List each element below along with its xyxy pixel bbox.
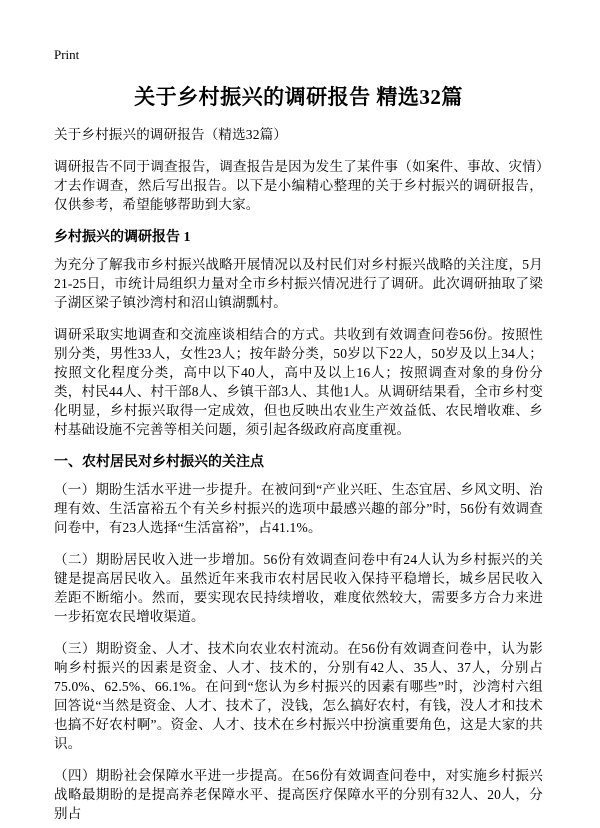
print-link[interactable]: Print xyxy=(54,47,80,62)
point-3-paragraph: （三）期盼资金、人才、技术向农业农村流动。在56份有效调查问卷中，认为影响乡村振兴的因素是资金、人才、技术的，分别有42人、35人、37人，分别占75.0%、62.5%、66.1%。在问到“您认为乡村振兴的因素有哪些”时，沙湾村六组回答说“当然是资金、人才、技术了，没钱，怎么搞好农村，有钱，没人才和技术也搞不好农村啊”。资金、人才、技术在乡村振兴中扮演重要角色，这是大家的共识。 xyxy=(54,641,543,751)
survey-overview-paragraph: 为充分了解我市乡村振兴战略开展情况以及村民们对乡村振兴战略的关注度，5月21-25日，市统计局组织力量对全市乡村振兴情况进行了调研。此次调研抽取了梁子湖区梁子镇沙湾村和沼山镇湖瓢村。 xyxy=(54,257,543,310)
survey-method-paragraph: 调研采取实地调查和交流座谈相结合的方式。共收到有效调查问卷56份。按照性别分类，男性33人，女性23人；按年龄分类，50岁以下22人，50岁及以上34人；按照文化程度分类，高中以下40人，高中及以上16人；按照调查对象的身份分类，村民44人、村干部8人、乡镇干部3人、其他1人。从调研结果看，全市乡村变化明显，乡村振兴取得一定成效，但也反映出农业生产效益低、农民增收难、乡村基础设施不完善等相关问题，须引起各级政府高度重视。 xyxy=(54,327,543,437)
intro-paragraph: 调研报告不同于调查报告，调查报告是因为发生了某件事（如案件、事故、灾情）才去作调查，然后写出报告。以下是小编精心整理的关于乡村振兴的调研报告，仅供参考，希望能够帮助到大家。 xyxy=(54,159,543,212)
page-title: 关于乡村振兴的调研报告 精选32篇 xyxy=(134,85,463,109)
point-2-paragraph: （二）期盼居民收入进一步增加。56份有效调查问卷中有24人认为乡村振兴的关键是提高居民收入。虽然近年来我市农村居民收入保持平稳增长，城乡居民收入差距不断缩小。然而，要实现农民持续增收，难度依然较大，需要多方合力来进一步拓宽农民增收渠道。 xyxy=(54,552,543,624)
point-4-paragraph: （四）期盼社会保障水平进一步提高。在56份有效调查问卷中，对实施乡村振兴战略最期盼的是提高养老保障水平、提高医疗保障水平的分别有32人、20人，分别占 xyxy=(54,768,543,821)
point-1-paragraph: （一）期盼生活水平进一步提升。在被问到“产业兴旺、生态宜居、乡风文明、治理有效、生活富裕五个有关乡村振兴的选项中最感兴趣的部分”时，56份有效调查问卷中，有23人选择“生活富裕”，占41.1%。 xyxy=(54,482,543,535)
subtitle-paragraph: 关于乡村振兴的调研报告（精选32篇） xyxy=(54,127,288,142)
section-1-heading: 一、农村居民对乡村振兴的关注点 xyxy=(54,455,264,470)
report-1-heading: 乡村振兴的调研报告 1 xyxy=(54,230,191,245)
